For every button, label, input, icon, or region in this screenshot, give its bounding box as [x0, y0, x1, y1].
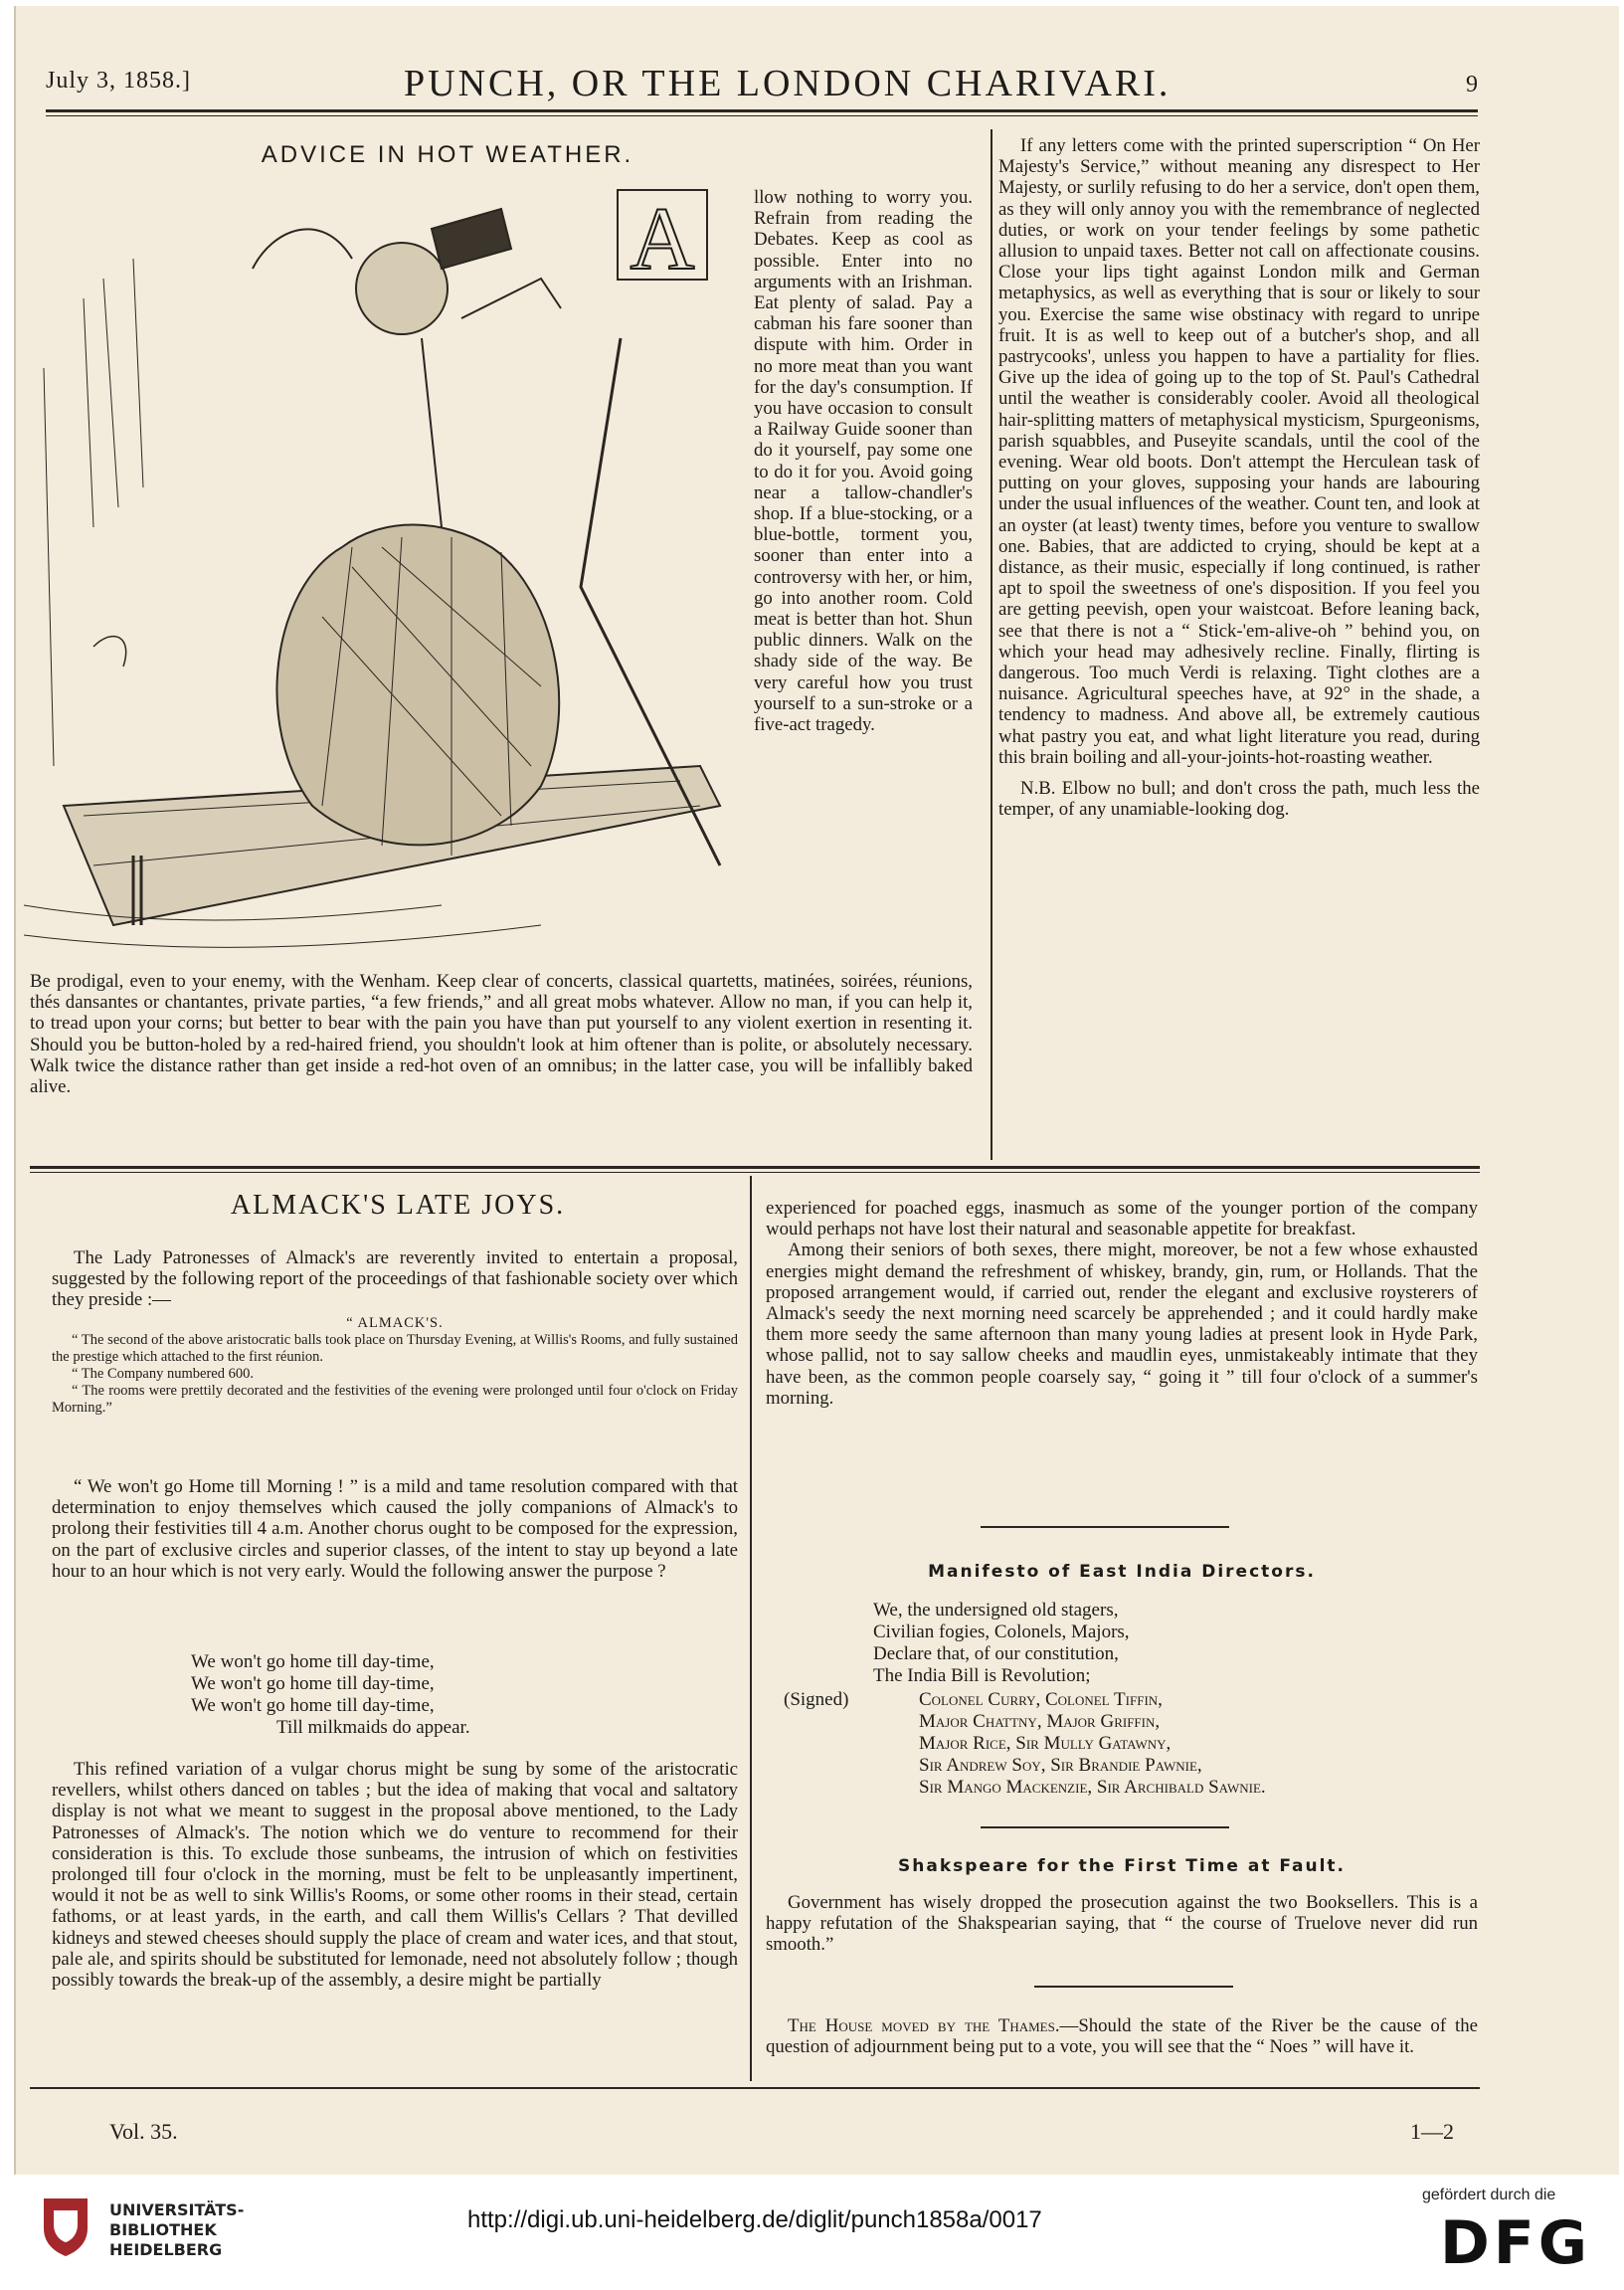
manifesto-signatories — [919, 1689, 1476, 1799]
signatory-line: Major Chattny, Major Griffin, — [919, 1711, 1161, 1732]
rule-short — [1034, 1986, 1233, 1988]
advice-wide-paragraph: Be prodigal, even to your enemy, with the Wenham. Keep clear of concerts, classical quartetts, matinées, soirées, réunions, thés dansantes or chantantes, private parties, “a few friends,” and all great mobs whatever. Allow no man, if you can help it, to tread upon your corns; but better to bear with the pain you have than put yourself to any violent exertion in resenting it. Should you be button-holed by a red-haired friend, you shouldn't look at him oftener than is polite, or absolutely necessary. Walk twice the distance rather than get inside a red-hot oven of an omnibus; in the latter case, you will be infallibly baked alive. — [30, 971, 973, 1098]
funding-caption: gefördert durch die — [1422, 2187, 1556, 2203]
publication-title: PUNCH, OR THE LONDON CHARIVARI. — [404, 63, 1172, 104]
university-crest-icon — [40, 2195, 91, 2258]
dropcap-glyph: A — [630, 190, 695, 281]
advice-nb-paragraph: N.B. Elbow no bull; and don't cross the path, much less the temper, of any unamiable-looking dog. — [998, 778, 1480, 821]
signed-label: (Signed) — [784, 1689, 849, 1710]
signature-mark: 1—2 — [1410, 2119, 1454, 2144]
advice-right-column — [998, 135, 1480, 821]
almack-quote — [52, 1315, 738, 1417]
advice-wide-text — [30, 971, 973, 1097]
library-name — [109, 2200, 244, 2260]
house-paragraph — [766, 2015, 1478, 2057]
page-number: 9 — [1466, 72, 1478, 97]
signatory-line: Sir Andrew Soy, Sir Brandie Pawnie, — [919, 1755, 1202, 1776]
volume-label: Vol. 35. — [109, 2119, 178, 2144]
manifesto-heading: Manifesto of East India Directors. — [928, 1562, 1316, 1582]
library-line: HEIDELBERG — [109, 2240, 223, 2259]
verse-line: We won't go home till day-time, — [191, 1651, 435, 1672]
quote-paragraph-2: “ The Company numbered 600. — [72, 1366, 254, 1382]
signatory-line: Colonel Curry, Colonel Tiffin, — [919, 1689, 1163, 1710]
library-line: UNIVERSITÄTS- — [109, 2200, 245, 2219]
almack-continuation — [766, 1198, 1478, 1409]
advice-heading: ADVICE IN HOT WEATHER. — [261, 141, 634, 168]
verse-line: Till milkmaids do appear. — [276, 1717, 470, 1738]
rule-short — [981, 1526, 1229, 1528]
masthead-rule — [46, 109, 1478, 116]
source-url-link[interactable]: http://digi.ub.uni-heidelberg.de/diglit/punch1858a/0017 — [467, 2206, 1042, 2233]
manifesto-line: We, the undersigned old stagers, — [873, 1600, 1119, 1621]
advice-narrow-column: llow nothing to worry you. Refrain from reading the Debates. Keep as cool as possible. Enter into no arguments with an Irishman. Eat plenty of salad. Pay a cabman his fare sooner than dispute with him. Order in no more meat than you want for the day's consumption. If you have occasion to consult a Railway Guide sooner than do it yourself, pay some one to do it for you. Avoid going near a tallow-chandler's shop. If a blue-stocking, or a blue-bottle, torment you, sooner than enter into a controversy with her, or him, go into another room. Cold meat is better than hot. Shun public dinners. Walk on the shady side of the way. Be very careful how you trust yourself to a sun-stroke or a five-act tragedy. — [754, 187, 973, 736]
shakspeare-heading: Shakspeare for the First Time at Fault. — [898, 1856, 1346, 1876]
almack-heading: ALMACK'S LATE JOYS. — [230, 1190, 566, 1221]
house-lead: The House moved by the Thames. — [788, 2015, 1060, 2036]
manifesto-verse — [873, 1600, 1470, 1687]
section-rule — [30, 1166, 1480, 1173]
manifesto-line: Declare that, of our constitution, — [873, 1643, 1119, 1664]
almack-intro-paragraph: The Lady Patronesses of Almack's are reverently invited to entertain a proposal, suggested by the following report of the proceedings of that fashionable society over which they preside :— — [52, 1247, 738, 1311]
house-text: —Should the state of the River be the cause of the question of adjournment being put to a vote, you will see that the “ Noes ” will have it. — [766, 2015, 1478, 2058]
continuation-paragraph-2: Among their seniors of both sexes, there might, moreover, be not a few whose exhausted energies might demand the refreshment of whiskey, brandy, gin, rum, or Hollands. That the proposed arrangement would, if carried out, render the elegant and exclusive roysterers of Almack's seedy the next morning need scarcely be apprehended ; and it could hardly make them more seedy the same afternoon than many young ladies at present look in Hyde Park, whose pallid, not to say sallow cheeks and maudlin eyes, unmistakeably intimate that they have been, as the common people coarsely say, “ going it ” till four o'clock of a summer's morning. — [766, 1240, 1478, 1409]
footer-rule — [30, 2087, 1480, 2089]
dfg-logo: DFG — [1440, 2208, 1592, 2278]
continuation-paragraph-1: experienced for poached eggs, inasmuch as some of the younger portion of the company would perhaps not have lost their natural and seasonable appetite for breakfast. — [766, 1198, 1478, 1240]
column-divider-bottom — [750, 1176, 752, 2081]
manifesto-line: The India Bill is Revolution; — [873, 1665, 1091, 1686]
issue-date: July 3, 1858.] — [46, 68, 191, 94]
almack-para-1 — [52, 1476, 738, 1582]
almack-paragraph-2: This refined variation of a vulgar chorus might be sung by some of the aristocratic revellers, whilst others danced on tables ; but the idea of making that vocal and saltatory display is not what we meant to suggest in the proposal above mentioned, to the Lady Patronesses of Almack's. The notion which we do venture to recommend for their consideration is this. To exclude those sunbeams, the intrusion of which on festivities prolonged till four o'clock in the morning, must be felt to be unpleasantly impertinent, would it not be as well to sink Willis's Rooms, or some other rooms in their stead, certain fathoms, or at least yards, in the earth, and call them Willis's Cellars ? That devilled kidneys and stewed cheeses should supply the place of cream and water ices, and that stout, pale ale, and spirits should be substituted for lemonade, need not absolutely follow ; though possibly towards the break-up of the assembly, a desire might be partially — [52, 1759, 738, 1992]
shakspeare-paragraph: Government has wisely dropped the prosecution against the two Booksellers. This is a happy refutation of the Shakspearian saying, that “ the course of Truelove never did run smooth.” — [766, 1892, 1478, 1956]
library-line: BIBLIOTHEK — [109, 2220, 217, 2239]
almack-para-2 — [52, 1759, 738, 1991]
quote-paragraph-3: “ The rooms were prettily decorated and the festivities of the evening were prolonged until four o'clock on Friday Morning.” — [52, 1383, 738, 1416]
dropcap-letter — [617, 189, 708, 281]
signatory-line: Major Rice, Sir Mully Gatawny, — [919, 1733, 1172, 1754]
column-divider-top — [991, 129, 992, 1160]
quote-title: “ ALMACK'S. — [346, 1315, 444, 1331]
almack-intro — [52, 1247, 738, 1311]
verse-line: We won't go home till day-time, — [191, 1673, 435, 1694]
shakspeare-text — [766, 1892, 1478, 1956]
cartoon-illustration — [24, 169, 728, 965]
verse-line: We won't go home till day-time, — [191, 1695, 435, 1716]
almack-paragraph-1: “ We won't go Home till Morning ! ” is a mild and tame resolution compared with that determination to enjoy themselves which caused the jolly companions of Almack's to prolong their festivities till 4 a.m. Another chorus ought to be composed for the expression, on the part of exclusive circles and superior classes, of the intent to stay up beyond a late hour to an hour which is not very early. Would the following answer the purpose ? — [52, 1476, 738, 1582]
advice-right-paragraph: If any letters come with the printed superscription “ On Her Majesty's Service,” without meaning any disrespect to Her Majesty, or surlily refusing to do her a service, don't open them, as they will only annoy you with the remembrance of neglected duties, or work on your tender feelings by some pathetic allusion to unpaid taxes. Better not call on affectionate cousins. Close your lips tight against London milk and German metaphysics, as well as everything that is sour or likely to sour you. Exercise the same wise obstinacy with regard to unripe fruit. It is as well to keep out of a butcher's shop, and all pastrycooks', unless you happen to have a partiality for flies. Give up the idea of going up to the top of St. Paul's Cathedral until the weather is considerably cooler. Avoid all theological hair-splitting matters of metaphysical mysticism, Spurgeonisms, parish squabbles, and Puseyite scandals, until the cool of the evening. Wear old boots. Don't attempt the Herculean task of putting on your gloves, supposing your hands are labouring under the usual influences of the weather. Count ten, and look at an oyster (at least) twenty times, before you venture to swallow one. Babies, that are addicted to crying, should be kept at a distance, as their music, especially if long continued, is rather apt to spoil the sweetness of one's disposition. If you feel you are getting peevish, open your waistcoat. Before leaning back, see that there is not a “ Stick-'em-alive-oh ” behind you, on which your head may adhesively recline. Finally, flirting is dangerous. Too much Verdi is relaxing. Tight clothes are a nuisance. Agricultural speeches have, at 92° in the shade, a tendency to madness. And above all, be extremely cautious what pastry you eat, and what light literature you read, during this brain boiling and all-your-joints-hot-roasting weather. — [998, 135, 1480, 768]
quote-paragraph-1: “ The second of the above aristocratic balls took place on Thursday Evening, at Willis's Rooms, and fully sustained the prestige which attached to the first réunion. — [52, 1332, 738, 1365]
almack-verse — [191, 1651, 589, 1739]
rule-short — [981, 1826, 1229, 1828]
signatory-line: Sir Mango Mackenzie, Sir Archibald Sawnie. — [919, 1777, 1266, 1798]
manifesto-line: Civilian fogies, Colonels, Majors, — [873, 1622, 1130, 1642]
masthead — [46, 62, 1478, 105]
